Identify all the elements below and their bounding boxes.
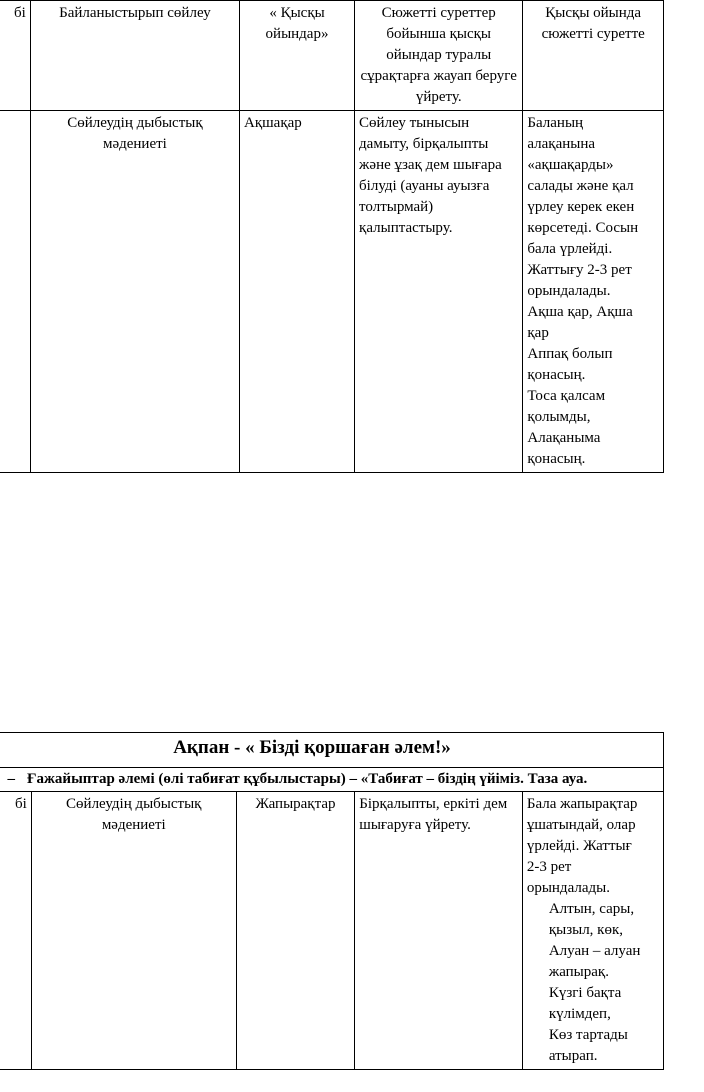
text-line: қонасың. <box>527 367 586 383</box>
table-cell: Қысқы ойында сюжетті суретте <box>523 1 664 111</box>
table-row <box>0 111 664 473</box>
table-cell: бі <box>0 792 31 1070</box>
text-line: қонасың. <box>527 451 586 467</box>
lesson-table-2 <box>0 732 664 1070</box>
subtitle-text: Ғажайыптар әлемі (өлі табиғат құбылыстары) – «Табиғат – біздің үйіміз. Таза ауа. <box>27 771 588 787</box>
table-cell-poem <box>523 111 664 473</box>
table-cell: бі <box>0 1 30 111</box>
table-cell <box>0 111 30 473</box>
table-cell-poem <box>522 792 663 1070</box>
table-cell: Ақшақар <box>239 111 354 473</box>
poem-line: Көз тартады <box>548 1027 628 1043</box>
text-line: салады және қал <box>527 178 634 194</box>
text-line: Ақша қар, Ақша <box>527 304 633 320</box>
text-line: Баланың <box>527 115 584 131</box>
poem-line: қызыл, көк, <box>548 922 624 938</box>
text-line: Аппақ болып <box>527 346 613 362</box>
text-line: Жаттығу 2-3 рет <box>527 262 632 278</box>
table-subtitle-row <box>0 768 664 792</box>
text-line: қар <box>527 325 549 341</box>
theme-subtitle <box>0 768 664 792</box>
table-cell: Жапырақтар <box>236 792 355 1070</box>
text-line: Бала жапырақтар <box>526 796 638 812</box>
subtitle-dash: – <box>7 771 15 787</box>
poem-line: атырап. <box>548 1048 598 1064</box>
text-line: үрлеу керек екен <box>527 199 635 215</box>
poem-line: күлімдеп, <box>548 1006 611 1022</box>
text-line: көрсетеді. Сосын <box>527 220 639 236</box>
text-line: ұшатындай, олар <box>526 817 636 833</box>
poem-line: Алтын, сары, <box>548 901 635 917</box>
table-cell: Байланыстырып сөйлеу <box>30 1 239 111</box>
poem-line: жапырақ. <box>548 964 609 980</box>
table-cell: Сөйлеудің дыбыстық мәдениеті <box>31 792 236 1070</box>
table-cell: Сөйлеудің дыбыстық мәдениеті <box>30 111 239 473</box>
poem-line: Күзгі бақта <box>548 985 622 1001</box>
text-line: алақанына <box>527 136 596 152</box>
table-title-row <box>0 733 664 768</box>
poem-line: Алуан – алуан <box>548 943 641 959</box>
text-line: үрлейді. Жаттығ <box>526 838 632 854</box>
text-line: орындалады. <box>527 283 611 299</box>
table-cell: Бірқалыпты, еркіті дем шығаруға үйрету. <box>355 792 523 1070</box>
table-row <box>0 792 664 1070</box>
text-line: Тоса қалсам <box>527 388 606 404</box>
month-title: Ақпан - « Бізді қоршаған әлем!» <box>0 733 664 768</box>
table-cell: Сөйлеу тынысын дамыту, бірқалыпты және ұзақ дем шығара білуді (ауаны ауызға толтырмай) қалыптастыру. <box>355 111 523 473</box>
text-line: орындалады. <box>526 880 610 896</box>
table-cell: Сюжетті суреттер бойынша қысқы ойындар туралы сұрақтарға жауап беруге үйрету. <box>355 1 523 111</box>
lesson-table-1 <box>0 0 664 473</box>
text-line: 2-3 рет <box>526 859 572 875</box>
table-header-row <box>0 1 664 111</box>
text-line: қолымды, <box>527 409 591 425</box>
table-cell: « Қысқы ойындар» <box>239 1 354 111</box>
text-line: «ақшақарды» <box>527 157 614 173</box>
text-line: бала үрлейді. <box>527 241 613 257</box>
text-line: Алақаныма <box>527 430 601 446</box>
